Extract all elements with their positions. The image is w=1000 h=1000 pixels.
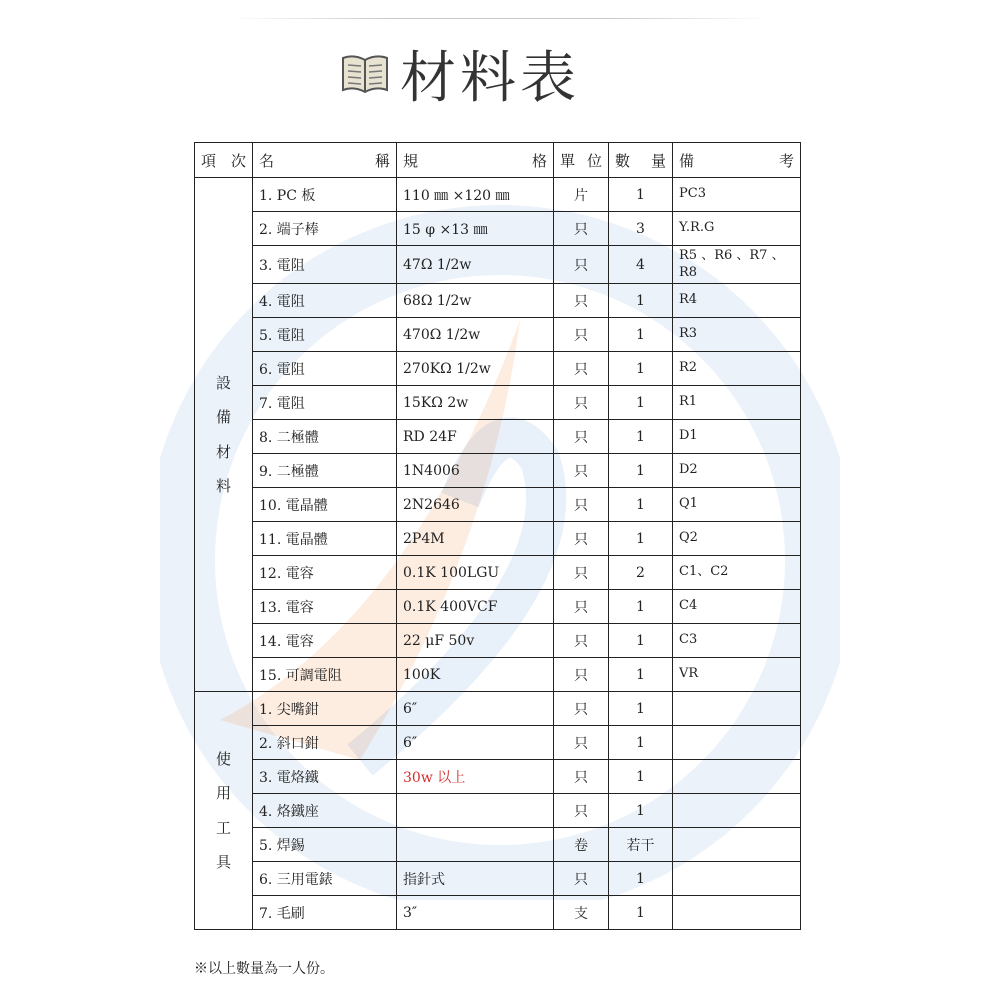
- cell-unit: 只: [554, 760, 609, 794]
- cell-spec: 470Ω 1/2w: [397, 318, 554, 352]
- cell-spec: 30w 以上: [397, 760, 554, 794]
- cell-qty: 1: [609, 624, 673, 658]
- group-label-char: 材: [215, 442, 231, 461]
- cell-unit: 只: [554, 318, 609, 352]
- title-text: 材料表: [400, 46, 580, 111]
- cell-name: 5. 電阻: [253, 318, 397, 352]
- cell-unit: 只: [554, 794, 609, 828]
- cell-remark: [673, 828, 801, 862]
- cell-name: 6. 三用電錶: [253, 862, 397, 896]
- cell-unit: 支: [554, 896, 609, 930]
- cell-name: 15. 可調電阻: [253, 658, 397, 692]
- cell-unit: 只: [554, 726, 609, 760]
- table-row: [195, 488, 801, 522]
- header-text: 備: [679, 151, 695, 170]
- cell-name: 1. 尖嘴鉗: [253, 692, 397, 726]
- footnote: ※以上數量為一人份。: [194, 961, 334, 977]
- cell-spec: [397, 828, 554, 862]
- table-row: [195, 212, 801, 246]
- cell-unit: 只: [554, 488, 609, 522]
- cell-unit: 只: [554, 284, 609, 318]
- cell-remark: R3: [673, 318, 801, 352]
- cell-name: 1. PC 板: [253, 178, 397, 212]
- cell-name: 10. 電晶體: [253, 488, 397, 522]
- header-text: 考: [778, 151, 794, 170]
- cell-spec: 6″: [397, 692, 554, 726]
- cell-spec: 2N2646: [397, 488, 554, 522]
- materials-table: [194, 142, 801, 930]
- cell-spec: 0.1K 100LGU: [397, 556, 554, 590]
- cell-spec: 15KΩ 2w: [397, 386, 554, 420]
- table-row: [195, 352, 801, 386]
- cell-name: 2. 端子棒: [253, 212, 397, 246]
- cell-qty: 若干: [609, 828, 673, 862]
- cell-spec: 100K: [397, 658, 554, 692]
- header-text: 稱: [374, 151, 390, 170]
- cell-name: 14. 電容: [253, 624, 397, 658]
- table-row: [195, 658, 801, 692]
- table-row: [195, 454, 801, 488]
- table-row: [195, 386, 801, 420]
- group-label: [195, 692, 253, 930]
- cell-spec: 22 μF 50v: [397, 624, 554, 658]
- cell-spec: 2P4M: [397, 522, 554, 556]
- cell-qty: 1: [609, 522, 673, 556]
- cell-spec: 68Ω 1/2w: [397, 284, 554, 318]
- cell-unit: 只: [554, 522, 609, 556]
- cell-name: 4. 烙鐵座: [253, 794, 397, 828]
- cell-remark: VR: [673, 658, 801, 692]
- cell-qty: 1: [609, 352, 673, 386]
- cell-spec: 110 ㎜ ×120 ㎜: [397, 178, 554, 212]
- header-text: 位: [586, 151, 602, 170]
- cell-qty: 1: [609, 896, 673, 930]
- table-row: [195, 420, 801, 454]
- group-label-char: 料: [215, 477, 231, 495]
- cell-remark: D1: [673, 420, 801, 454]
- cell-unit: 只: [554, 246, 609, 284]
- cell-qty: 1: [609, 284, 673, 318]
- table-row: [195, 284, 801, 318]
- group-label-char: 使: [215, 749, 231, 768]
- cell-unit: 卷: [554, 828, 609, 862]
- cell-spec: 指針式: [397, 862, 554, 896]
- table-row: [195, 692, 801, 726]
- page-title: [340, 34, 580, 114]
- cell-qty: 1: [609, 692, 673, 726]
- cell-unit: 只: [554, 212, 609, 246]
- header-text: 項: [201, 151, 217, 170]
- cell-qty: 1: [609, 726, 673, 760]
- cell-qty: 3: [609, 212, 673, 246]
- table-header: [195, 143, 801, 178]
- group-label-char: 具: [215, 853, 231, 871]
- cell-qty: 1: [609, 386, 673, 420]
- cell-remark: Q1: [673, 488, 801, 522]
- cell-remark: C3: [673, 624, 801, 658]
- table-row: [195, 726, 801, 760]
- header-text: 名: [259, 151, 275, 170]
- cell-spec: 1N4006: [397, 454, 554, 488]
- cell-unit: 只: [554, 862, 609, 896]
- header-unit: [554, 143, 609, 178]
- header-spec: [397, 143, 554, 178]
- cell-qty: 1: [609, 760, 673, 794]
- cell-unit: 只: [554, 692, 609, 726]
- book-icon: [340, 52, 390, 96]
- cell-qty: 1: [609, 318, 673, 352]
- table-row: [195, 862, 801, 896]
- table-row: [195, 556, 801, 590]
- header-text: 數: [615, 151, 631, 170]
- cell-name: 4. 電阻: [253, 284, 397, 318]
- cell-name: 12. 電容: [253, 556, 397, 590]
- group-label-char: 用: [215, 784, 231, 802]
- cell-qty: 1: [609, 658, 673, 692]
- table-row: [195, 318, 801, 352]
- header-item: [195, 143, 253, 178]
- cell-remark: [673, 862, 801, 896]
- cell-name: 3. 電阻: [253, 246, 397, 284]
- cell-spec: 47Ω 1/2w: [397, 246, 554, 284]
- cell-name: 11. 電晶體: [253, 522, 397, 556]
- cell-unit: 只: [554, 420, 609, 454]
- cell-unit: 只: [554, 624, 609, 658]
- cell-remark: R5 、R6 、R7 、R8: [673, 246, 801, 284]
- cell-qty: 1: [609, 178, 673, 212]
- cell-qty: 1: [609, 488, 673, 522]
- header-text: 次: [230, 151, 246, 170]
- header-text: 規: [403, 151, 419, 170]
- cell-spec: 0.1K 400VCF: [397, 590, 554, 624]
- header-qty: [609, 143, 673, 178]
- cell-name: 8. 二極體: [253, 420, 397, 454]
- cell-name: 3. 電烙鐵: [253, 760, 397, 794]
- cell-remark: [673, 896, 801, 930]
- header-text: 量: [650, 151, 666, 170]
- cell-qty: 1: [609, 794, 673, 828]
- cell-qty: 1: [609, 862, 673, 896]
- header-name: [253, 143, 397, 178]
- cell-remark: [673, 726, 801, 760]
- table-row: [195, 178, 801, 212]
- cell-remark: PC3: [673, 178, 801, 212]
- cell-unit: 片: [554, 178, 609, 212]
- group-label-char: 設: [215, 373, 231, 392]
- cell-qty: 2: [609, 556, 673, 590]
- cell-remark: Q2: [673, 522, 801, 556]
- cell-unit: 只: [554, 386, 609, 420]
- cell-name: 13. 電容: [253, 590, 397, 624]
- cell-name: 9. 二極體: [253, 454, 397, 488]
- cell-name: 2. 斜口鉗: [253, 726, 397, 760]
- group-label-char: 工: [215, 818, 231, 837]
- header-text: 單: [560, 151, 576, 170]
- cell-spec: 3″: [397, 896, 554, 930]
- cell-name: 7. 毛刷: [253, 896, 397, 930]
- cell-remark: C4: [673, 590, 801, 624]
- cell-remark: [673, 760, 801, 794]
- cell-remark: R2: [673, 352, 801, 386]
- cell-spec: [397, 794, 554, 828]
- group-label: [195, 178, 253, 692]
- group-label-char: 備: [215, 408, 231, 426]
- cell-remark: [673, 692, 801, 726]
- table-row: [195, 828, 801, 862]
- cell-spec: 6″: [397, 726, 554, 760]
- table-row: [195, 760, 801, 794]
- cell-name: 7. 電阻: [253, 386, 397, 420]
- table-row: [195, 522, 801, 556]
- cell-spec: 15 φ ×13 ㎜: [397, 212, 554, 246]
- cell-unit: 只: [554, 454, 609, 488]
- cell-remark: D2: [673, 454, 801, 488]
- top-divider: [230, 18, 770, 19]
- table-row: [195, 590, 801, 624]
- cell-unit: 只: [554, 352, 609, 386]
- header-text: 格: [531, 151, 547, 170]
- cell-spec: 270KΩ 1/2w: [397, 352, 554, 386]
- cell-unit: 只: [554, 658, 609, 692]
- cell-name: 5. 焊錫: [253, 828, 397, 862]
- cell-qty: 1: [609, 454, 673, 488]
- cell-remark: R1: [673, 386, 801, 420]
- cell-remark: C1、C2: [673, 556, 801, 590]
- cell-unit: 只: [554, 590, 609, 624]
- cell-remark: [673, 794, 801, 828]
- table-row: [195, 246, 801, 284]
- cell-qty: 4: [609, 246, 673, 284]
- cell-remark: R4: [673, 284, 801, 318]
- cell-qty: 1: [609, 420, 673, 454]
- table-row: [195, 794, 801, 828]
- header-remark: [673, 143, 801, 178]
- cell-qty: 1: [609, 590, 673, 624]
- table-row: [195, 624, 801, 658]
- cell-spec: RD 24F: [397, 420, 554, 454]
- cell-unit: 只: [554, 556, 609, 590]
- cell-remark: Y.R.G: [673, 212, 801, 246]
- table-row: [195, 896, 801, 930]
- cell-name: 6. 電阻: [253, 352, 397, 386]
